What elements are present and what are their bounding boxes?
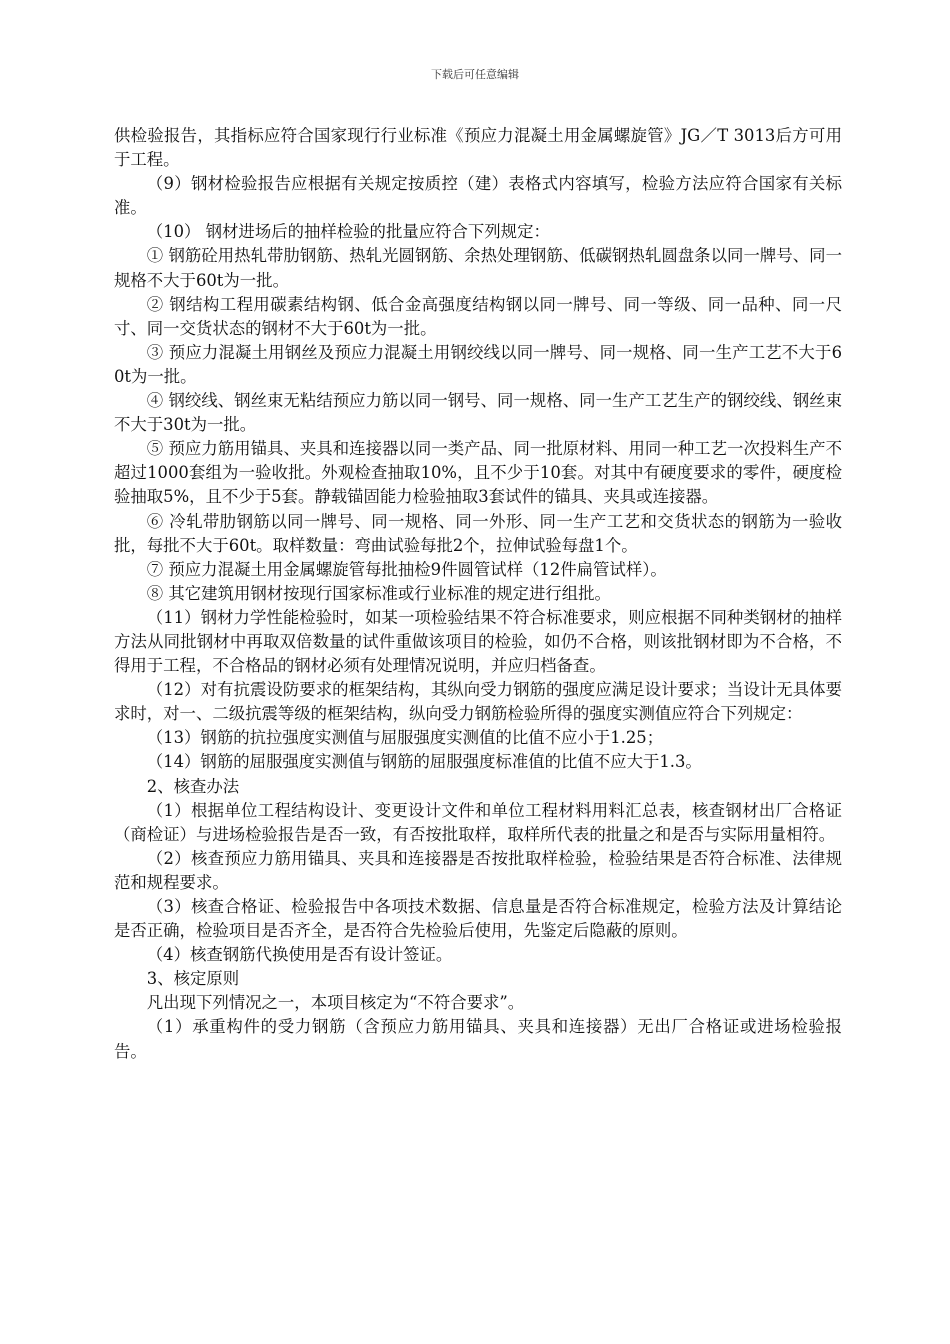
paragraph: （14）钢筋的屈服强度实测值与钢筋的屈服强度标准值的比值不应大于1.3。 bbox=[146, 752, 702, 772]
section-heading: 3、核定原则 bbox=[146, 969, 240, 989]
paragraph: ⑤ 预应力筋用锚具、夹具和连接器以同一类产品、同一批原材料、用同一种工艺一次投料生产不超过1000套组为一验收批。外观检查抽取10%，且不少于10套。对其中有硬度要求的零件，硬度检验抽取5%，且不少于5套。静载锚固能力检验抽取3套试件的锚具、夹具或连接器。 bbox=[114, 439, 842, 507]
paragraph: ⑥ 冷轧带肋钢筋以同一牌号、同一规格、同一外形、同一生产工艺和交货状态的钢筋为一验收批，每批不大于60t。取样数量：弯曲试验每批2个，拉伸试验每盘1个。 bbox=[114, 511, 842, 555]
paragraph: ⑦ 预应力混凝土用金属螺旋管每批抽检9件圆管试样（12件扁管试样）。 bbox=[146, 559, 667, 579]
document-body bbox=[114, 124, 842, 1064]
paragraph: 供检验报告，其指标应符合国家现行行业标准《预应力混凝土用金属螺旋管》JG／T 3013后方可用于工程。 bbox=[114, 126, 842, 170]
paragraph: ⑧ 其它建筑用钢材按现行国家标准或行业标准的规定进行组批。 bbox=[146, 583, 611, 603]
paragraph: （10） 钢材进场后的抽样检验的批量应符合下列规定： bbox=[146, 222, 550, 242]
paragraph: （3）核查合格证、检验报告中各项技术数据、信息量是否符合标准规定，检验方法及计算结论是否正确，检验项目是否齐全，是否符合先检验后使用，先鉴定后隐蔽的原则。 bbox=[114, 897, 842, 941]
paragraph: （2）核查预应力筋用锚具、夹具和连接器是否按批取样检验，检验结果是否符合标准、法律规范和规程要求。 bbox=[114, 848, 842, 892]
paragraph: ③ 预应力混凝土用钢丝及预应力混凝土用钢绞线以同一牌号、同一规格、同一生产工艺不大于60t为一批。 bbox=[114, 342, 842, 386]
paragraph: （12）对有抗震设防要求的框架结构，其纵向受力钢筋的强度应满足设计要求；当设计无具体要求时，对一、二级抗震等级的框架结构，纵向受力钢筋检验所得的强度实测值应符合下列规定： bbox=[114, 680, 842, 724]
paragraph: （1）承重构件的受力钢筋（含预应力筋用锚具、夹具和连接器）无出厂合格证或进场检验报告。 bbox=[114, 1017, 842, 1061]
paragraph: （13）钢筋的抗拉强度实测值与屈服强度实测值的比值不应小于1.25； bbox=[146, 728, 664, 748]
paragraph: 凡出现下列情况之一，本项目核定为“不符合要求”。 bbox=[146, 993, 525, 1013]
paragraph: （1）根据单位工程结构设计、变更设计文件和单位工程材料用料汇总表，核查钢材出厂合格证（商检证）与进场检验报告是否一致，有否按批取样，取样所代表的批量之和是否与实际用量相符。 bbox=[114, 800, 842, 844]
paragraph: （9）钢材检验报告应根据有关规定按质控（建）表格式内容填写，检验方法应符合国家有关标准。 bbox=[114, 174, 842, 218]
page-header: 下载后可任意编辑 bbox=[431, 68, 519, 81]
paragraph: ① 钢筋砼用热轧带肋钢筋、热轧光圆钢筋、余热处理钢筋、低碳钢热轧圆盘条以同一牌号、同一规格不大于60t为一批。 bbox=[114, 246, 842, 290]
paragraph: （4）核查钢筋代换使用是否有设计签证。 bbox=[146, 945, 453, 965]
section-heading: 2、核查办法 bbox=[146, 776, 240, 796]
paragraph: ④ 钢绞线、钢丝束无粘结预应力筋以同一钢号、同一规格、同一生产工艺生产的钢绞线、钢丝束不大于30t为一批。 bbox=[114, 391, 842, 435]
paragraph: ② 钢结构工程用碳素结构钢、低合金高强度结构钢以同一牌号、同一等级、同一品种、同一尺寸、同一交货状态的钢材不大于60t为一批。 bbox=[114, 294, 842, 338]
paragraph: （11）钢材力学性能检验时，如某一项检验结果不符合标准要求，则应根据不同种类钢材的抽样方法从同批钢材中再取双倍数量的试件重做该项目的检验，如仍不合格，则该批钢材即为不合格，不得用于工程，不合格品的钢材必须有处理情况说明，并应归档备查。 bbox=[114, 607, 842, 676]
